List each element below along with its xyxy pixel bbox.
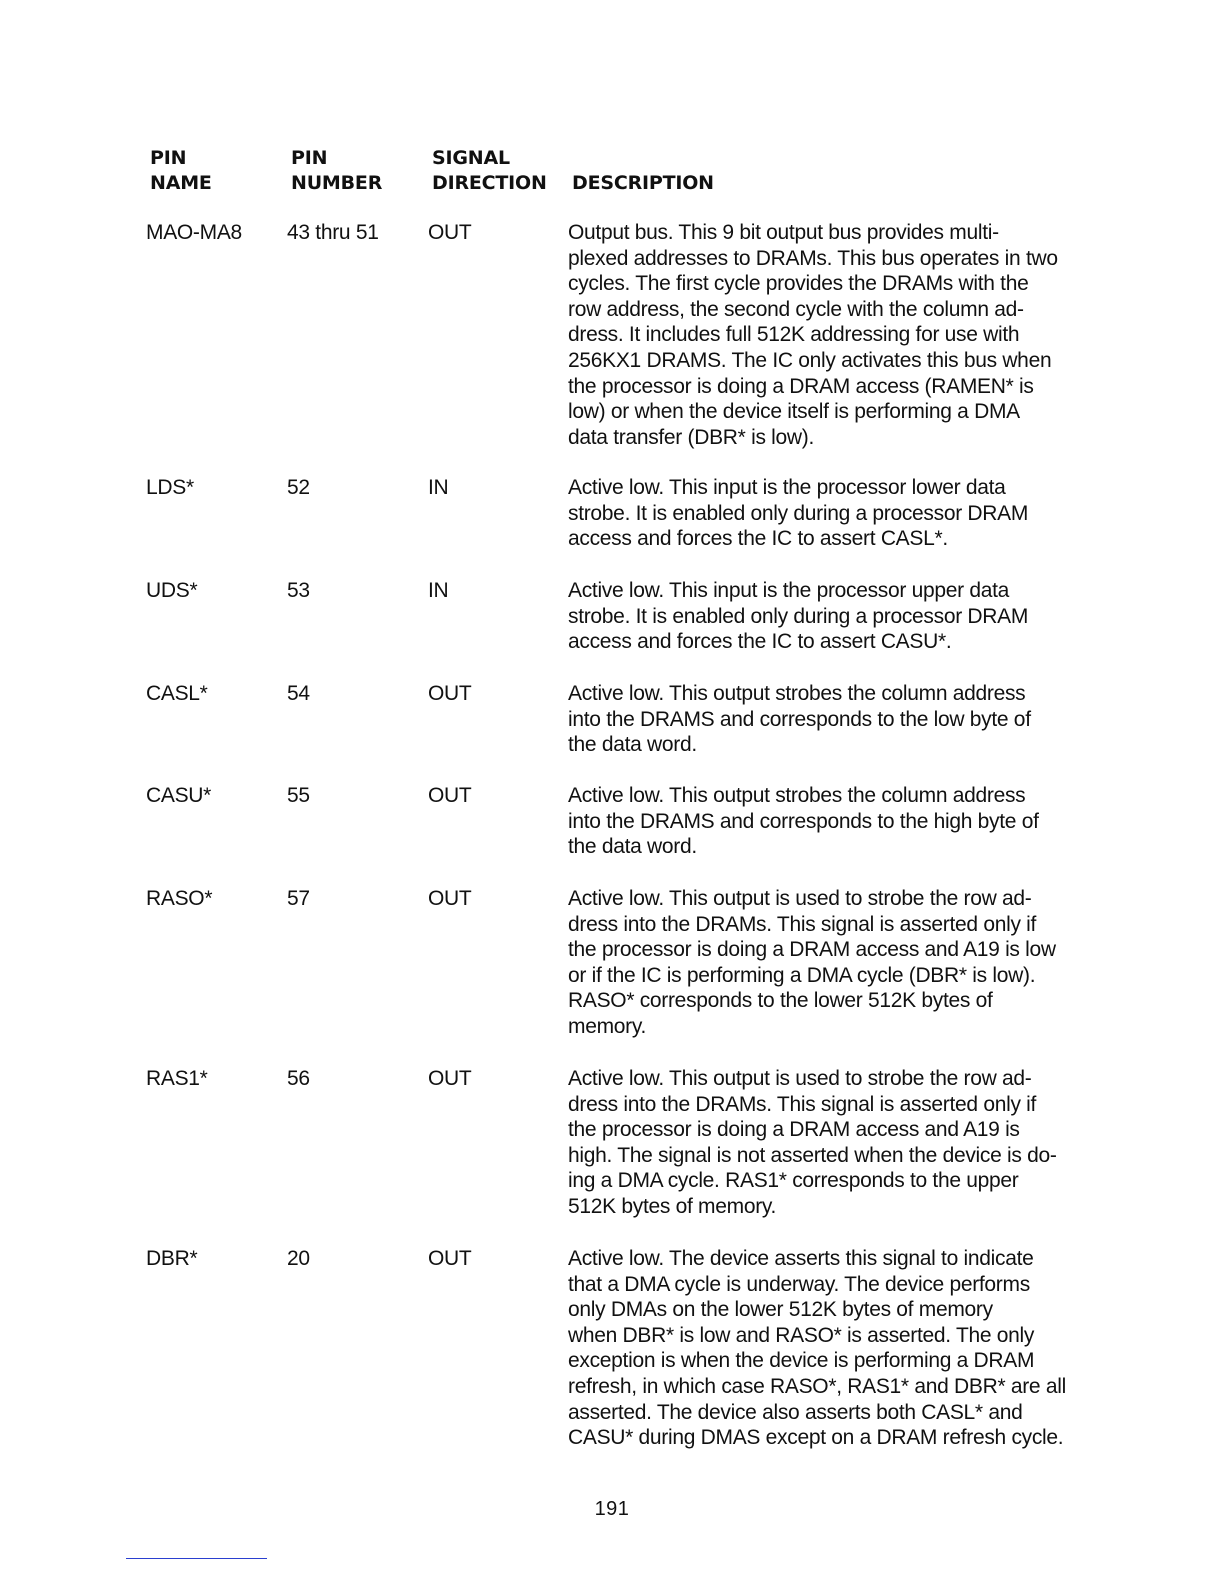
pin-number: 56: [287, 1067, 310, 1090]
header-pin-name-line1: PIN: [150, 147, 187, 169]
pin-description: [568, 578, 1068, 655]
description-line: only DMAs on the lower 512K bytes of memory: [568, 1298, 993, 1322]
description-line: the processor is doing a DRAM access and A19 is low: [568, 938, 1056, 962]
description-line: memory.: [568, 1014, 647, 1038]
description-line: row address, the second cycle with the column ad-: [568, 297, 1024, 321]
pin-name: CASL*: [146, 682, 208, 705]
description-line: the processor is doing a DRAM access and A19 is: [568, 1118, 1020, 1142]
description-line: when DBR* is low and RASO* is asserted. The only: [568, 1323, 1035, 1347]
pin-name: UDS*: [146, 579, 198, 602]
header-pin-name-line2: NAME: [150, 172, 212, 194]
description-line: dress into the DRAMs. This signal is asserted only if: [568, 1092, 1037, 1116]
pin-number: 52: [287, 476, 310, 499]
description-line: that a DMA cycle is underway. The device performs: [568, 1272, 1030, 1296]
pin-description: [568, 1066, 1068, 1220]
signal-direction: IN: [428, 476, 449, 499]
signal-direction: OUT: [428, 221, 472, 244]
description-line: access and forces the IC to assert CASU*.: [568, 630, 952, 654]
pin-description: [568, 475, 1068, 552]
description-line: Active low. This output is used to strobe the row ad-: [568, 1067, 1032, 1090]
description-line: Active low. This input is the processor upper data: [568, 579, 1010, 602]
header-pin-number: [291, 146, 382, 196]
description-line: Active low. The device asserts this signal to indicate: [568, 1247, 1034, 1270]
header-description-line: DESCRIPTION: [572, 172, 714, 194]
description-line: CASU* during DMAS except on a DRAM refresh cycle.: [568, 1426, 1064, 1450]
description-line: into the DRAMS and corresponds to the low byte of: [568, 707, 1031, 731]
pin-number: 53: [287, 579, 310, 602]
description-line: or if the IC is performing a DMA cycle (DBR* is low).: [568, 963, 1036, 987]
signal-direction: OUT: [428, 1247, 472, 1270]
description-line: data transfer (DBR* is low).: [568, 425, 815, 449]
header-pin-name: [150, 146, 212, 196]
description-line: dress. It includes full 512K addressing for use with: [568, 323, 1020, 347]
signal-direction: OUT: [428, 1067, 472, 1090]
description-line: access and forces the IC to assert CASL*.: [568, 527, 948, 551]
description-line: exception is when the device is performing a DRAM: [568, 1349, 1035, 1373]
description-line: strobe. It is enabled only during a processor DRAM: [568, 604, 1029, 628]
pin-name: MAO-MA8: [146, 221, 242, 244]
description-line: Active low. This input is the processor lower data: [568, 476, 1006, 499]
header-signal-direction-line2: DIRECTION: [432, 172, 547, 194]
header-signal-direction: [432, 146, 547, 196]
description-line: into the DRAMS and corresponds to the high byte of: [568, 809, 1039, 833]
pin-name: RAS1*: [146, 1067, 208, 1090]
pin-name: CASU*: [146, 784, 212, 807]
description-line: Active low. This output strobes the column address: [568, 682, 1026, 705]
description-line: strobe. It is enabled only during a processor DRAM: [568, 501, 1029, 525]
pin-number: 57: [287, 887, 310, 910]
description-line: Active low. This output strobes the column address: [568, 784, 1026, 807]
pin-number: 54: [287, 682, 310, 705]
description-line: Active low. This output is used to strobe the row ad-: [568, 887, 1032, 910]
pin-number: 43 thru 51: [287, 221, 379, 244]
pin-name: LDS*: [146, 476, 194, 499]
pin-description: [568, 220, 1068, 450]
signal-direction: OUT: [428, 682, 472, 705]
description-line: low) or when the device itself is performing a DMA: [568, 400, 1020, 424]
description-line: cycles. The first cycle provides the DRAMs with the: [568, 272, 1029, 296]
description-line: ing a DMA cycle. RAS1* corresponds to the upper: [568, 1169, 1019, 1193]
page-number: 191: [594, 1498, 630, 1520]
description-line: the data word.: [568, 733, 697, 757]
header-pin-number-line2: NUMBER: [291, 172, 383, 194]
pin-description: [568, 681, 1068, 758]
description-line: the processor is doing a DRAM access (RAMEN* is: [568, 374, 1034, 398]
header-signal-direction-line1: SIGNAL: [432, 147, 510, 169]
pin-description: [568, 783, 1068, 860]
description-line: high. The signal is not asserted when the device is do-: [568, 1143, 1057, 1167]
description-line: the data word.: [568, 835, 697, 859]
header-description: [572, 171, 714, 196]
signal-direction: IN: [428, 579, 449, 602]
description-line: refresh, in which case RASO*, RAS1* and DBR* are all: [568, 1374, 1066, 1398]
header-pin-number-line1: PIN: [291, 147, 328, 169]
footnote-divider: [126, 1558, 267, 1559]
pin-number: 20: [287, 1247, 310, 1270]
description-line: dress into the DRAMs. This signal is asserted only if: [568, 912, 1037, 936]
signal-direction: OUT: [428, 784, 472, 807]
pin-description: [568, 1246, 1068, 1451]
description-line: RASO* corresponds to the lower 512K bytes of: [568, 989, 993, 1013]
description-line: 256KX1 DRAMS. The IC only activates this bus when: [568, 348, 1052, 372]
description-line: asserted. The device also asserts both CASL* and: [568, 1400, 1023, 1424]
pin-name: DBR*: [146, 1247, 198, 1270]
pin-number: 55: [287, 784, 310, 807]
pin-description: [568, 886, 1068, 1040]
description-line: plexed addresses to DRAMs. This bus operates in two: [568, 246, 1058, 270]
signal-direction: OUT: [428, 887, 472, 910]
pin-name: RASO*: [146, 887, 213, 910]
description-line: Output bus. This 9 bit output bus provides multi-: [568, 221, 999, 244]
description-line: 512K bytes of memory.: [568, 1194, 777, 1218]
